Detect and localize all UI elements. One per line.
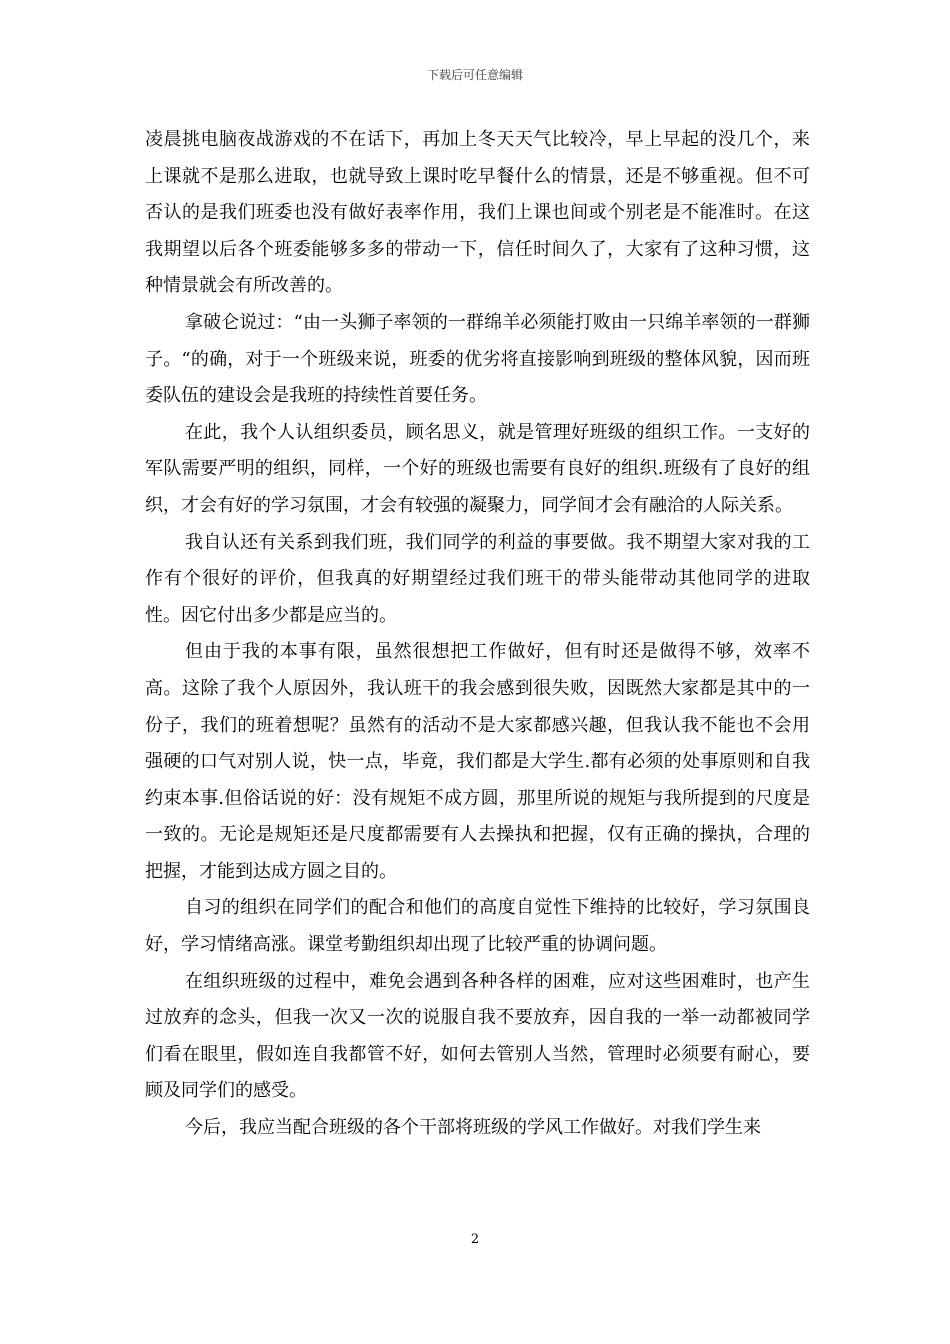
paragraph: 在此，我个人认组织委员，顾名思义，就是管理好班级的组织工作。一支好的军队需要严明的组织，同样，一个好的班级也需要有良好的组织.班级有了良好的组织，才会有好的学习氛围，才会有较强的凝聚力，同学间才会有融洽的人际关系。	[145, 421, 810, 516]
paragraph: 在组织班级的过程中，难免会遇到各种各样的困难，应对这些困难时，也产生过放弃的念头，但我一次又一次的说服自我不要放弃，因自我的一举一动都被同学们看在眼里，假如连自我都管不好，如何去管别人当然，管理时必须要有耐心，要顾及同学们的感受。	[145, 970, 810, 1102]
page-header: 下载后可任意编辑	[426, 68, 523, 82]
paragraph: 凌晨挑电脑夜战游戏的不在话下，再加上冬天天气比较冷，早上早起的没几个，来上课就不是那么进取，也就导致上课时吃早餐什么的情景，还是不够重视。但不可否认的是我们班委也没有做好表率作用，我们上课也间或个别老是不能准时。在这我期望以后各个班委能够多多的带动一下，信任时间久了，大家有了这种习惯，这种情景就会有所改善的。	[145, 129, 810, 297]
paragraph: 拿破仑说过：“由一头狮子率领的一群绵羊必须能打败由一只绵羊率领的一群狮子。“的确，对于一个班级来说，班委的优劣将直接影响到班级的整体风貌，因而班委队伍的建设会是我班的持续性首要任务。	[145, 311, 810, 407]
body-text	[145, 122, 810, 1147]
page-number: 2	[470, 1232, 480, 1247]
paragraph: 我自认还有关系到我们班，我们同学的利益的事要做。我不期望大家对我的工作有个很好的评价，但我真的好期望经过我们班干的带头能带动其他同学的进取性。因它付出多少都是应当的。	[145, 531, 810, 626]
paragraph: 但由于我的本事有限，虽然很想把工作做好，但有时还是做得不够，效率不高。这除了我个人原因外，我认班干的我会感到很失败，因既然大家都是其中的一份子，我们的班着想呢？虽然有的活动不是大家都感兴趣，但我认我不能也不会用强硬的口气对别人说，快一点，毕竟，我们都是大学生.都有必须的处事原则和自我约束本事.但俗话说的好：没有规矩不成方圆，那里所说的规矩与我所提到的尺度是一致的。无论是规矩还是尺度都需要有人去操执和把握，仅有正确的操执，合理的把握，才能到达成方圆之目的。	[145, 641, 810, 882]
paragraph: 今后，我应当配合班级的各个干部将班级的学风工作做好。对我们学生来	[185, 1117, 761, 1139]
paragraph: 自习的组织在同学们的配合和他们的高度自觉性下维持的比较好，学习氛围良好，学习情绪高涨。课堂考勤组织却出现了比较严重的协调问题。	[145, 897, 810, 956]
